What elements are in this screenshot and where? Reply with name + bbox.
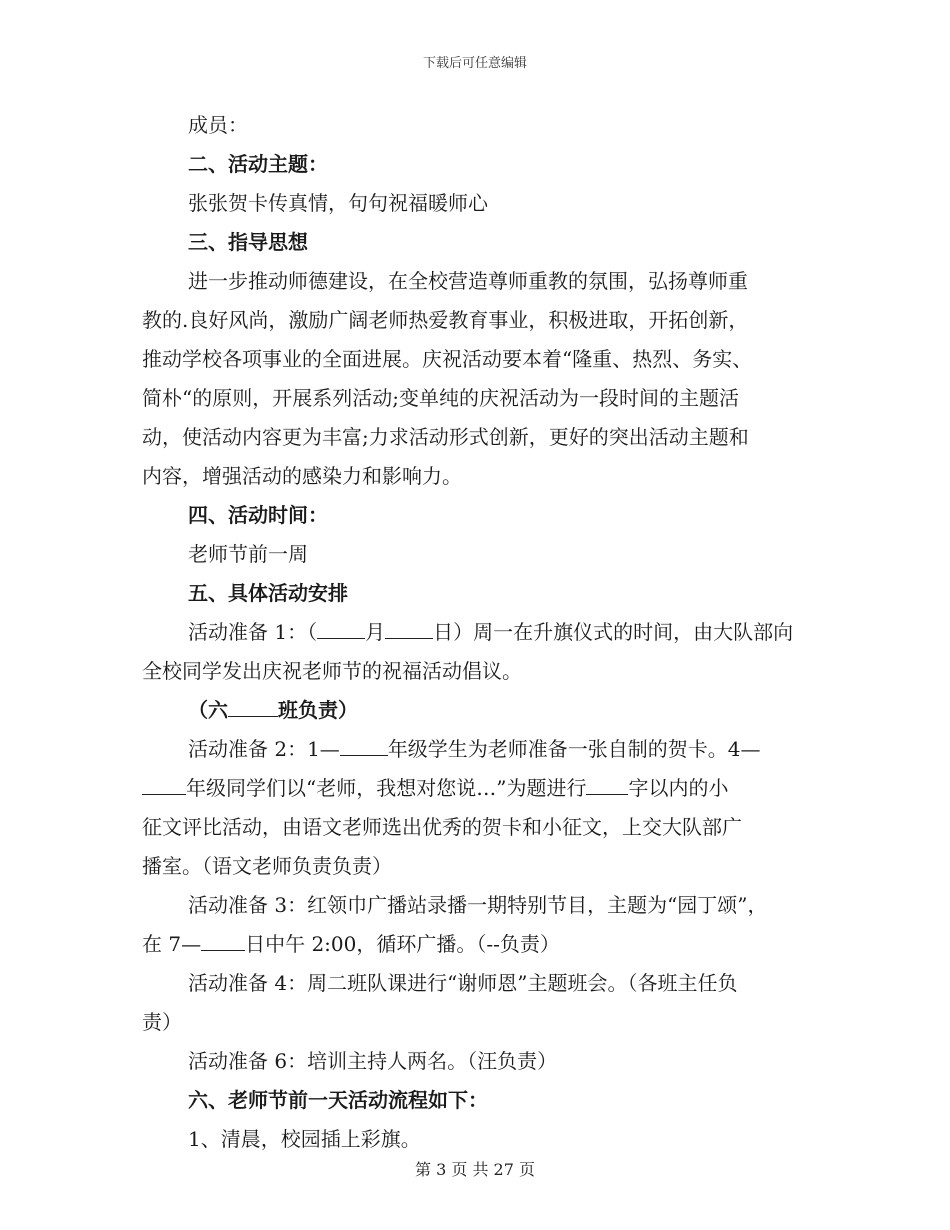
text-run: 在 7— bbox=[142, 932, 202, 956]
paragraph: 推动学校各项事业的全面进展。庆祝活动要本着“隆重、热烈、务实、 bbox=[142, 347, 753, 371]
text-run: 字以内的小 bbox=[628, 776, 729, 800]
fill-in-blank bbox=[228, 692, 278, 717]
text-run: 年级学生为老师准备一张自制的贺卡。4— bbox=[387, 737, 761, 761]
paragraph bbox=[142, 925, 808, 964]
text-run: 月 bbox=[365, 620, 386, 644]
paragraph: 活动准备 4：周二班队课进行“谢师恩”主题班会。（各班主任负 bbox=[188, 971, 738, 995]
text-run: 活动准备 1：（ bbox=[188, 620, 318, 644]
paragraph: 责） bbox=[142, 1010, 182, 1034]
document-body bbox=[142, 106, 808, 1159]
page-header: 下载后可任意编辑 bbox=[422, 56, 527, 71]
paragraph: 活动准备 3：红领巾广播站录播一期特别节目，主题为“园丁颂”， bbox=[188, 893, 768, 917]
fill-in-blank bbox=[385, 614, 433, 639]
paragraph: 内容，增强活动的感染力和影响力。 bbox=[142, 464, 462, 488]
fill-in-blank bbox=[586, 770, 628, 795]
fill-in-blank bbox=[142, 770, 186, 795]
paragraph: 简朴“的原则，开展系列活动;变单纯的庆祝活动为一段时间的主题活 bbox=[142, 386, 739, 410]
text-run: 活动准备 2：1— bbox=[188, 737, 340, 761]
paragraph bbox=[142, 613, 808, 652]
paragraph bbox=[142, 769, 808, 808]
paragraph: 成员： bbox=[188, 113, 248, 137]
paragraph: 活动准备 6：培训主持人两名。（汪负责） bbox=[188, 1049, 558, 1073]
paragraph: 全校同学发出庆祝老师节的祝福活动倡议。 bbox=[142, 659, 522, 683]
section-heading: 二、活动主题： bbox=[188, 152, 328, 176]
section-heading: 四、活动时间： bbox=[188, 503, 328, 527]
paragraph: 播室。（语文老师负责负责） bbox=[142, 854, 392, 878]
paragraph: 动，使活动内容更为丰富;力求活动形式创新，更好的突出活动主题和 bbox=[142, 425, 749, 449]
section-heading bbox=[142, 691, 808, 730]
text-run: （六 bbox=[188, 698, 228, 722]
fill-in-blank bbox=[317, 614, 365, 639]
paragraph: 征文评比活动，由语文老师选出优秀的贺卡和小征文，上交大队部广 bbox=[142, 815, 742, 839]
paragraph: 进一步推动师德建设，在全校营造尊师重教的氛围，弘扬尊师重 bbox=[188, 269, 748, 293]
text-run: 年级同学们以“老师，我想对您说…”为题进行 bbox=[186, 776, 587, 800]
text-run: 日中午 2:00，循环广播。（--负责） bbox=[245, 932, 560, 956]
fill-in-blank bbox=[340, 731, 388, 756]
section-heading: 六、老师节前一天活动流程如下： bbox=[188, 1088, 488, 1112]
section-heading: 五、具体活动安排 bbox=[188, 581, 348, 605]
section-heading: 三、指导思想 bbox=[188, 230, 308, 254]
paragraph: 老师节前一周 bbox=[188, 542, 308, 566]
paragraph: 张张贺卡传真情，句句祝福暖师心 bbox=[188, 191, 488, 215]
page-footer: 第 3 页 共 27 页 bbox=[415, 1160, 535, 1179]
paragraph: 1、清晨，校园插上彩旗。 bbox=[188, 1127, 421, 1151]
paragraph bbox=[142, 730, 808, 769]
text-run: 日）周一在升旗仪式的时间，由大队部向 bbox=[433, 620, 794, 644]
text-run: 班负责） bbox=[278, 698, 358, 722]
fill-in-blank bbox=[201, 926, 245, 951]
paragraph: 教的.良好风尚，激励广阔老师热爱教育事业，积极进取，开拓创新， bbox=[142, 308, 749, 332]
